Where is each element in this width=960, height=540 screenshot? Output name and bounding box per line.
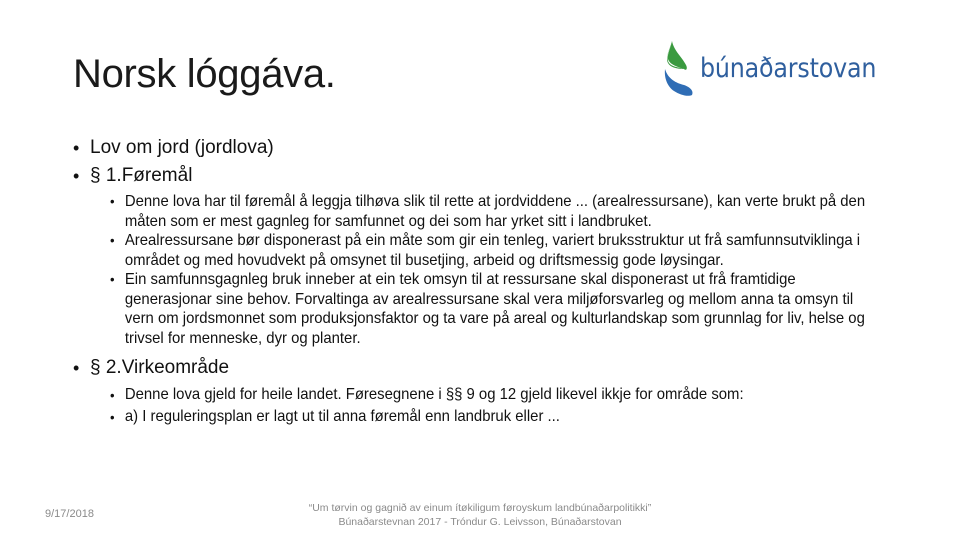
sub-bullet: • Denne lova har til føremål å leggja tilhøva slik til rette at jordviddene ... (arealressursane), kan verte brukt på den måten som er mest gagnleg for samfunnet og dei som har yrket sitt i landbruket. [110, 192, 869, 231]
sub-bullet: • a) I reguleringsplan er lagt ut til anna føremål enn landbruk eller ... [110, 406, 869, 428]
sub-bullet: • Arealressursane bør disponerast på ein måte som gir ein tenleg, variert bruksstruktur ut frå samfunnsutviklinga i området og med hovudvekt på omsynet til busetjing, arbeid og driftsmessig gode løysingar. [110, 231, 869, 270]
footer-line-2: Búnaðarstevnan 2017 - Tróndur G. Leivsson, Búnaðarstovan [338, 516, 622, 528]
bullet-virkeomrade [73, 354, 903, 382]
content-list [73, 134, 903, 434]
bullet-jordlova [73, 134, 903, 162]
logo-text: búnaðarstovan [700, 52, 877, 84]
logo [662, 38, 892, 98]
foremal-sublist [73, 192, 903, 348]
droplet-leaf-logo-icon [662, 39, 696, 97]
bullet-text: Lov om jord (jordlova) [90, 137, 274, 158]
sub-bullet: • Denne lova gjeld for heile landet. Føresegnene i §§ 9 og 12 gjeld likevel ikkje for område som: [110, 384, 869, 406]
footer-text [270, 501, 690, 529]
sub-bullet: • Ein samfunnsgagnleg bruk inneber at ein tek omsyn til at ressursane skal disponerast ut frå framtidige generasjonar sine behov. Forvaltinga av arealressursane skal vera miljøforsvarleg og mellom anna ta omsyn til vern om jordsmonnet som produksjonsfaktor og ta vare på areal og kulturlandskap som grunnlag for liv, helse og trivsel for menneske, dyr og planter. [110, 270, 869, 348]
virkeomrade-sublist [73, 384, 903, 428]
footer-line-1: “Um tørvin og gagnið av einum ítøkiligum føroyskum landbúnaðarpolitikki” [308, 502, 652, 514]
slide-title: Norsk lóggáva. [73, 52, 336, 96]
bullet-foremal [73, 162, 903, 190]
bullet-text: § 1.Føremål [90, 165, 193, 186]
bullet-text: § 2.Virkeområde [90, 357, 230, 378]
footer-date: 9/17/2018 [45, 508, 94, 520]
